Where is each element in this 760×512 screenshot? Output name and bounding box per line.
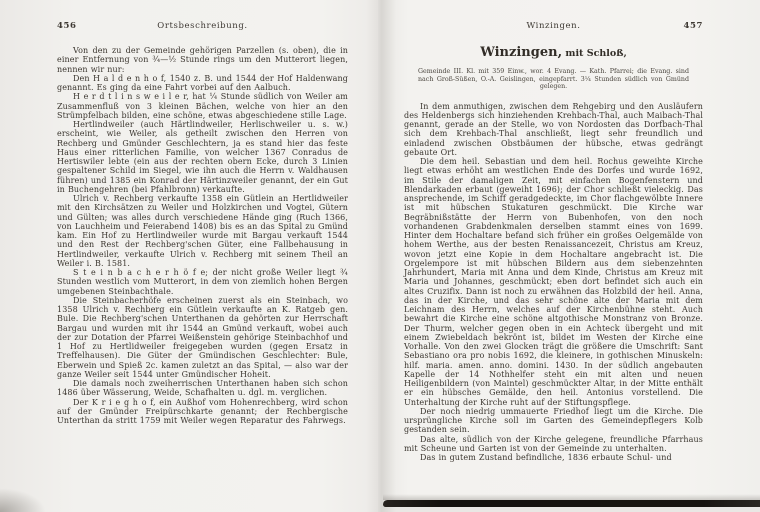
paragraph: Die Steinbacherhöfe erscheinen zuerst als ein Steinbach, wo 1358 Ulrich v. Rechberg ein Gütlein verkaufte an K. Ratgeb gen. Bule. Die Rechberg'schen Unterthanen da gehörten zur Herrschaft Bargau und wurden mit ihr 1544 an Gmünd verkauft, wobei auch der zur Dotation der Pfarrei Weißenstein gehörige Steinbachhof und 1 Hof zu Hertlidweiler freigegeben wurden (gegen Ersatz in Treffelhausen). Die Güter der Gmündischen Geschlechter: Bule, Eberwein und Spieß 2c. kamen zuletzt an das Spital, — also war der ganze Weiler seit 1544 unter Gmündischer Hoheit.	[57, 295, 348, 379]
page-number-left: 456	[57, 21, 77, 31]
paragraph: Von den zu der Gemeinde gehörigen Parzellen (s. oben), die in einer Entfernung von ¾—½ Stunde rings um den Mutterort liegen, nennen wir nur:	[57, 46, 348, 74]
text-column-left	[57, 46, 348, 425]
book-bottom-edge	[383, 500, 760, 507]
paragraph: Das in gutem Zustand befindliche, 1836 erbaute Schul- und	[420, 453, 672, 462]
chapter-title-main: Winzingen,	[480, 45, 563, 60]
paragraph: Der noch niedrig ummauerte Friedhof liegt um die Kirche. Die ursprüngliche Kirche soll im Garten des Gemeindepflegers Kolb gestanden sein.	[404, 406, 703, 435]
chapter-title-suffix: mit Schloß,	[562, 48, 627, 59]
scan-corner-shadow	[0, 488, 46, 512]
paragraph: H e r d t l i n s w e i l e r, hat ¼ Stunde südlich von Weiler am Zusammenfluß von 3 kleinen Bächen, welche von hier an den Strümpfelbach bilden, eine schöne, etwas abgeschiedene stille Lage.	[57, 92, 348, 120]
page-gutter-shadow	[366, 0, 396, 512]
chapter-title	[404, 46, 703, 61]
page-left	[57, 21, 348, 425]
running-title-right: Winzingen.	[526, 21, 581, 31]
paragraph: Ulrich v. Rechberg verkaufte 1358 ein Gütlein an Hertlidweiler mit den Kirchsätzen zu Weiler und Holzkirchen und Vogtei, Gütern und Gülten; was alles durch verschiedene Hände ging (Ruch 1366, von Lauchheim und Feierabend 1408) bis es an das Spital zu Gmünd kam. Ein Hof zu Hertlindweiler wurde mit Bargau verkauft 1544 und den Rest der Rechberg'schen Güter, eine Fallbehausung in Hertlindweiler, verkaufte Ulrich v. Rechberg mit seinem Theil an Weiler i. B. 1581.	[57, 194, 348, 268]
page-number-right: 457	[683, 21, 703, 31]
paragraph: Hertlindweiler (auch Härtlindweiler, Herlischweiler u. s. w.) erscheint, wie Weiler, als getheilt zwischen den Herren von Rechberg und Gmünder Geschlechtern, ja es stand hier das feste Haus einer ritterlichen Familie, von welcher 1367 Conradus de Hertiswiler lebte (ein aus der rechten obern Ecke, durch 3 Linien gespaltener Schild im Siegel, wie ihn auch die Herrn v. Waldhausen führen) und 1385 ein Konrad der Härtinzweiler genannt, der ein Gut in Buchengehren (bei Pfahlbronn) verkaufte.	[57, 120, 348, 194]
paragraph: Der K r i e g h o f, ein Außhof vom Hohenrechberg, wird schon auf der Gmünder Freipürschkarte genannt; der Rechbergische Unterthan da stritt 1759 mit Weiler wegen Reparatur des Fahrwegs.	[57, 397, 348, 425]
paragraph: Das alte, südlich von der Kirche gelegene, freundliche Pfarrhaus mit Scheune und Garten ist von der Gemeinde zu unterhalten.	[404, 434, 703, 453]
paragraph: Die dem heil. Sebastian und dem heil. Rochus geweihte Kirche liegt etwas erhöht am westlichen Ende des Dorfes und wurde 1692, im Stile der damaligen Zeit, mit einfachen Bogenfenstern und Blendarkaden erbaut (geweiht 1696); der Chor schließt vieleckig. Das ansprechende, im Schiff geradgedeckte, im Chor flachgewölbte Innere ist mit hübschen Stukaturen geschmückt. Die Kirche war Begräbnißstätte der Herrn von Bubenhofen, von den noch vorhandenen Grabdenkmalen derselben stammt eines von 1699. Hinter dem Hochaltare befand sich früher ein großes Oelgemälde von hohem Werthe, aus der besten Renaissancezeit, Christus am Kreuz, wovon jetzt eine Kopie in dem Hochaltare angebracht ist. Die Orgelempore ist mit hübschen Bildern aus dem siebenzehnten Jahrhundert, Maria mit Anna und dem Kinde, Christus am Kreuz mit Maria und Johannes, geschmückt; eben dort befindet sich auch ein altes Cruzifix. Dann ist noch zu erwähnen das Holzbild der heil. Anna, das in der Kirche, und das sehr schöne alte der Maria mit dem Leichnam des Herrn, welches auf der Kirchenbühne steht. Auch bewahrt die Kirche eine schöne altgothische Monstranz von Bronze. Der Thurm, welcher gegen oben in ein Achteck übergeht und mit einem Zwiebeldach bekrönt ist, bildet im Westen der Kirche eine Vorhalle. Von den zwei Glocken trägt die größere die Umschrift: Sant Sebastiano ora pro nobis 1692, die kleinere, in gothischen Minuskeln: hilf. maria. amen. anno. domini. 1430. In der südlich angebauten Kapelle der 14 Nothhelfer steht ein mit alten und neuen Heiligenbildern (von Maintel) geschmückter Altar, in der Mitte enthält er ein hübsches Gemälde, den heil. Antonius vorstellend. Die Unterhaltung der Kirche ruht auf der Stiftungspflege.	[404, 157, 703, 407]
paragraph: Den H a l d e n h o f, 1540 z. B. und 1544 der Hof Haldenwang genannt. Es ging da eine Fahrt vorbei auf den Aalbuch.	[57, 73, 348, 92]
running-header-right	[404, 21, 703, 31]
running-title-left: Ortsbeschreibung.	[157, 21, 248, 31]
text-column-right	[404, 102, 703, 463]
page-right	[404, 21, 703, 462]
gemeinde-note: Gemeinde III. Kl. mit 359 Einw., wor. 4 Evang. — Kath. Pfarrei; die Evang. sind nach Groß-Süßen, O.-A. Geislingen, eingepfarrt. 3¼ Stunden südlich von Gmünd gelegen.	[418, 68, 689, 90]
running-header-left	[57, 21, 348, 31]
paragraph: S t e i n b a c h e r h ö f e; der nicht große Weiler liegt ¾ Stunden westlich vom Mutterort, in dem von ziemlich hohen Bergen umgebenen Steinbachthale.	[57, 268, 348, 296]
paragraph: Die damals noch zweiherrischen Unterthanen haben sich schon 1486 über Wässerung, Weide, Schafhalten u. dgl. m. verglichen.	[57, 379, 348, 398]
paragraph: In dem anmuthigen, zwischen dem Rehgebirg und den Ausläufern des Heldenbergs sich hinziehenden Krehbach-Thal, auch Maibach-Thal genannt, gerade an der Stelle, wo von Nordosten das Dorfbach-Thal sich dem Krehbach-Thal anschließt, liegt sehr freundlich und einladend zwischen Obstbäumen der hübsche, etwas gedrängt gebaute Ort.	[404, 101, 703, 157]
